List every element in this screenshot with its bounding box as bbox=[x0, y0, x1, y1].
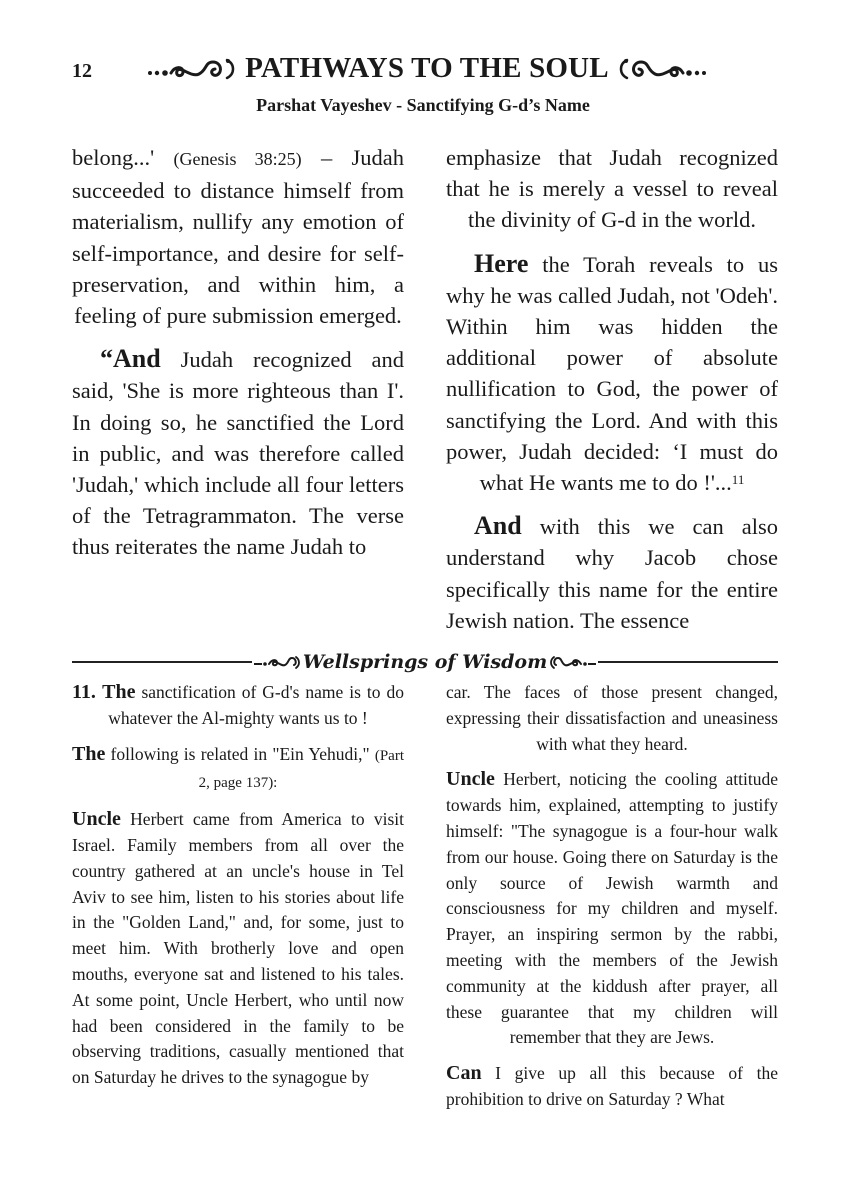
footnote-column-right bbox=[446, 680, 778, 1123]
footnote-column-left bbox=[72, 680, 404, 1101]
divider-label bbox=[252, 651, 598, 673]
paragraph-lead-word: Uncle bbox=[446, 768, 495, 791]
paragraph-lead-word: The bbox=[72, 742, 106, 765]
paragraph-lead-word: Can bbox=[446, 1062, 482, 1085]
scroll-ornament-right-icon bbox=[615, 56, 707, 82]
footnote-paragraph: Uncle Herbert came from America to visit Israel. Family members from all over the country gathered at an uncle's house in Tel Aviv to see him, listen to his stories about life in the "Golden Land," and, for some, just to meet him. With brotherly love and open mouths, everyone sat and listened to his tales. At some point, Uncle Herbert, who until now had been considered in the family to be observing traditions, casually mentioned that on Saturday he drives to the synagogue by bbox=[72, 808, 404, 1088]
footnote-paragraph: Can I give up all this because of the prohibition to drive on Saturday ? What bbox=[446, 1062, 778, 1109]
body-paragraph: Here the Torah reveals to us why he was called Judah, not 'Odeh'. Within him was hidden the additional power of absolute nullification to God, the power of sanctifying the Lord. And with this power, Judah decided: ‘I must do what He wants me to do !'...$^{11}$ bbox=[446, 248, 778, 496]
body-paragraph: And with this we can also understand why Jacob chose specifically this name for the entire Jewish nation. The essence bbox=[446, 511, 778, 633]
paragraph-lead-word: Uncle bbox=[72, 808, 121, 831]
footnote-paragraph: Uncle Herbert, noticing the cooling attitude towards him, explained, attempting to justify himself: "The synagogue is a four-hour walk from our house. Going there on Saturday is the only source of Jewish warmth and consciousness for my children and myself. Prayer, an inspiring sermon by the rabbi, meeting with the members of the Jewish community at the kiddush after prayer, all these guarantee that my children will remember that they are Jews. bbox=[446, 768, 778, 1048]
divider-rule-right bbox=[598, 661, 778, 663]
scroll-ornament-small-right-icon bbox=[550, 654, 596, 670]
section-divider bbox=[72, 650, 778, 674]
body-paragraph: “And Judah recognized and said, 'She is more righteous than I'. In doing so, he sanctified the Lord in public, and was therefore called 'Judah,' which include all four letters of the Tetragrammaton. The verse thus reiterates the name Judah to bbox=[72, 344, 404, 560]
book-title: PATHWAYS TO THE SOUL bbox=[245, 52, 609, 84]
body-paragraph: belong...' (Genesis 38:25) – Judah succeeded to distance himself from materialism, nullify any emotion of self-importance, and desire for self-preservation, and within him, a feeling of pure submission emerged. bbox=[72, 145, 405, 329]
scroll-ornament-left-icon bbox=[147, 56, 239, 82]
divider-rule-left bbox=[72, 661, 252, 663]
divider-title: Wellsprings of Wisdom bbox=[302, 651, 548, 673]
footnote-paragraph: The following is related in "Ein Yehudi," (Part 2, page 137): bbox=[72, 742, 404, 792]
chapter-subtitle: Parshat Vayeshev - Sanctifying G-d’s Name bbox=[256, 95, 590, 115]
footnote-paragraph: car. The faces of those present changed, expressing their dissatisfaction and uneasiness with what they heard. bbox=[446, 682, 778, 754]
footnote-number-lead: 11. The bbox=[72, 681, 136, 703]
body-column-right bbox=[446, 142, 778, 648]
paragraph-lead-word: And bbox=[474, 511, 522, 541]
paragraph-lead-word: “And bbox=[100, 344, 161, 374]
citation: (Part 2, page 137): bbox=[198, 747, 404, 792]
footnote-reference[interactable]: 11 bbox=[731, 472, 745, 488]
body-column-left bbox=[72, 142, 404, 575]
footnote-paragraph: 11. The sanctification of G-d's name is to do whatever the Al-mighty wants us to ! bbox=[72, 681, 404, 728]
paragraph-lead-word: Here bbox=[474, 248, 529, 278]
body-paragraph: emphasize that Judah recognized that he is merely a vessel to reveal the divinity of G-d in the world. bbox=[446, 145, 778, 233]
scroll-ornament-small-left-icon bbox=[254, 654, 300, 670]
citation: (Genesis 38:25) bbox=[173, 149, 302, 169]
running-title bbox=[132, 52, 722, 85]
page-number: 12 bbox=[72, 60, 92, 82]
